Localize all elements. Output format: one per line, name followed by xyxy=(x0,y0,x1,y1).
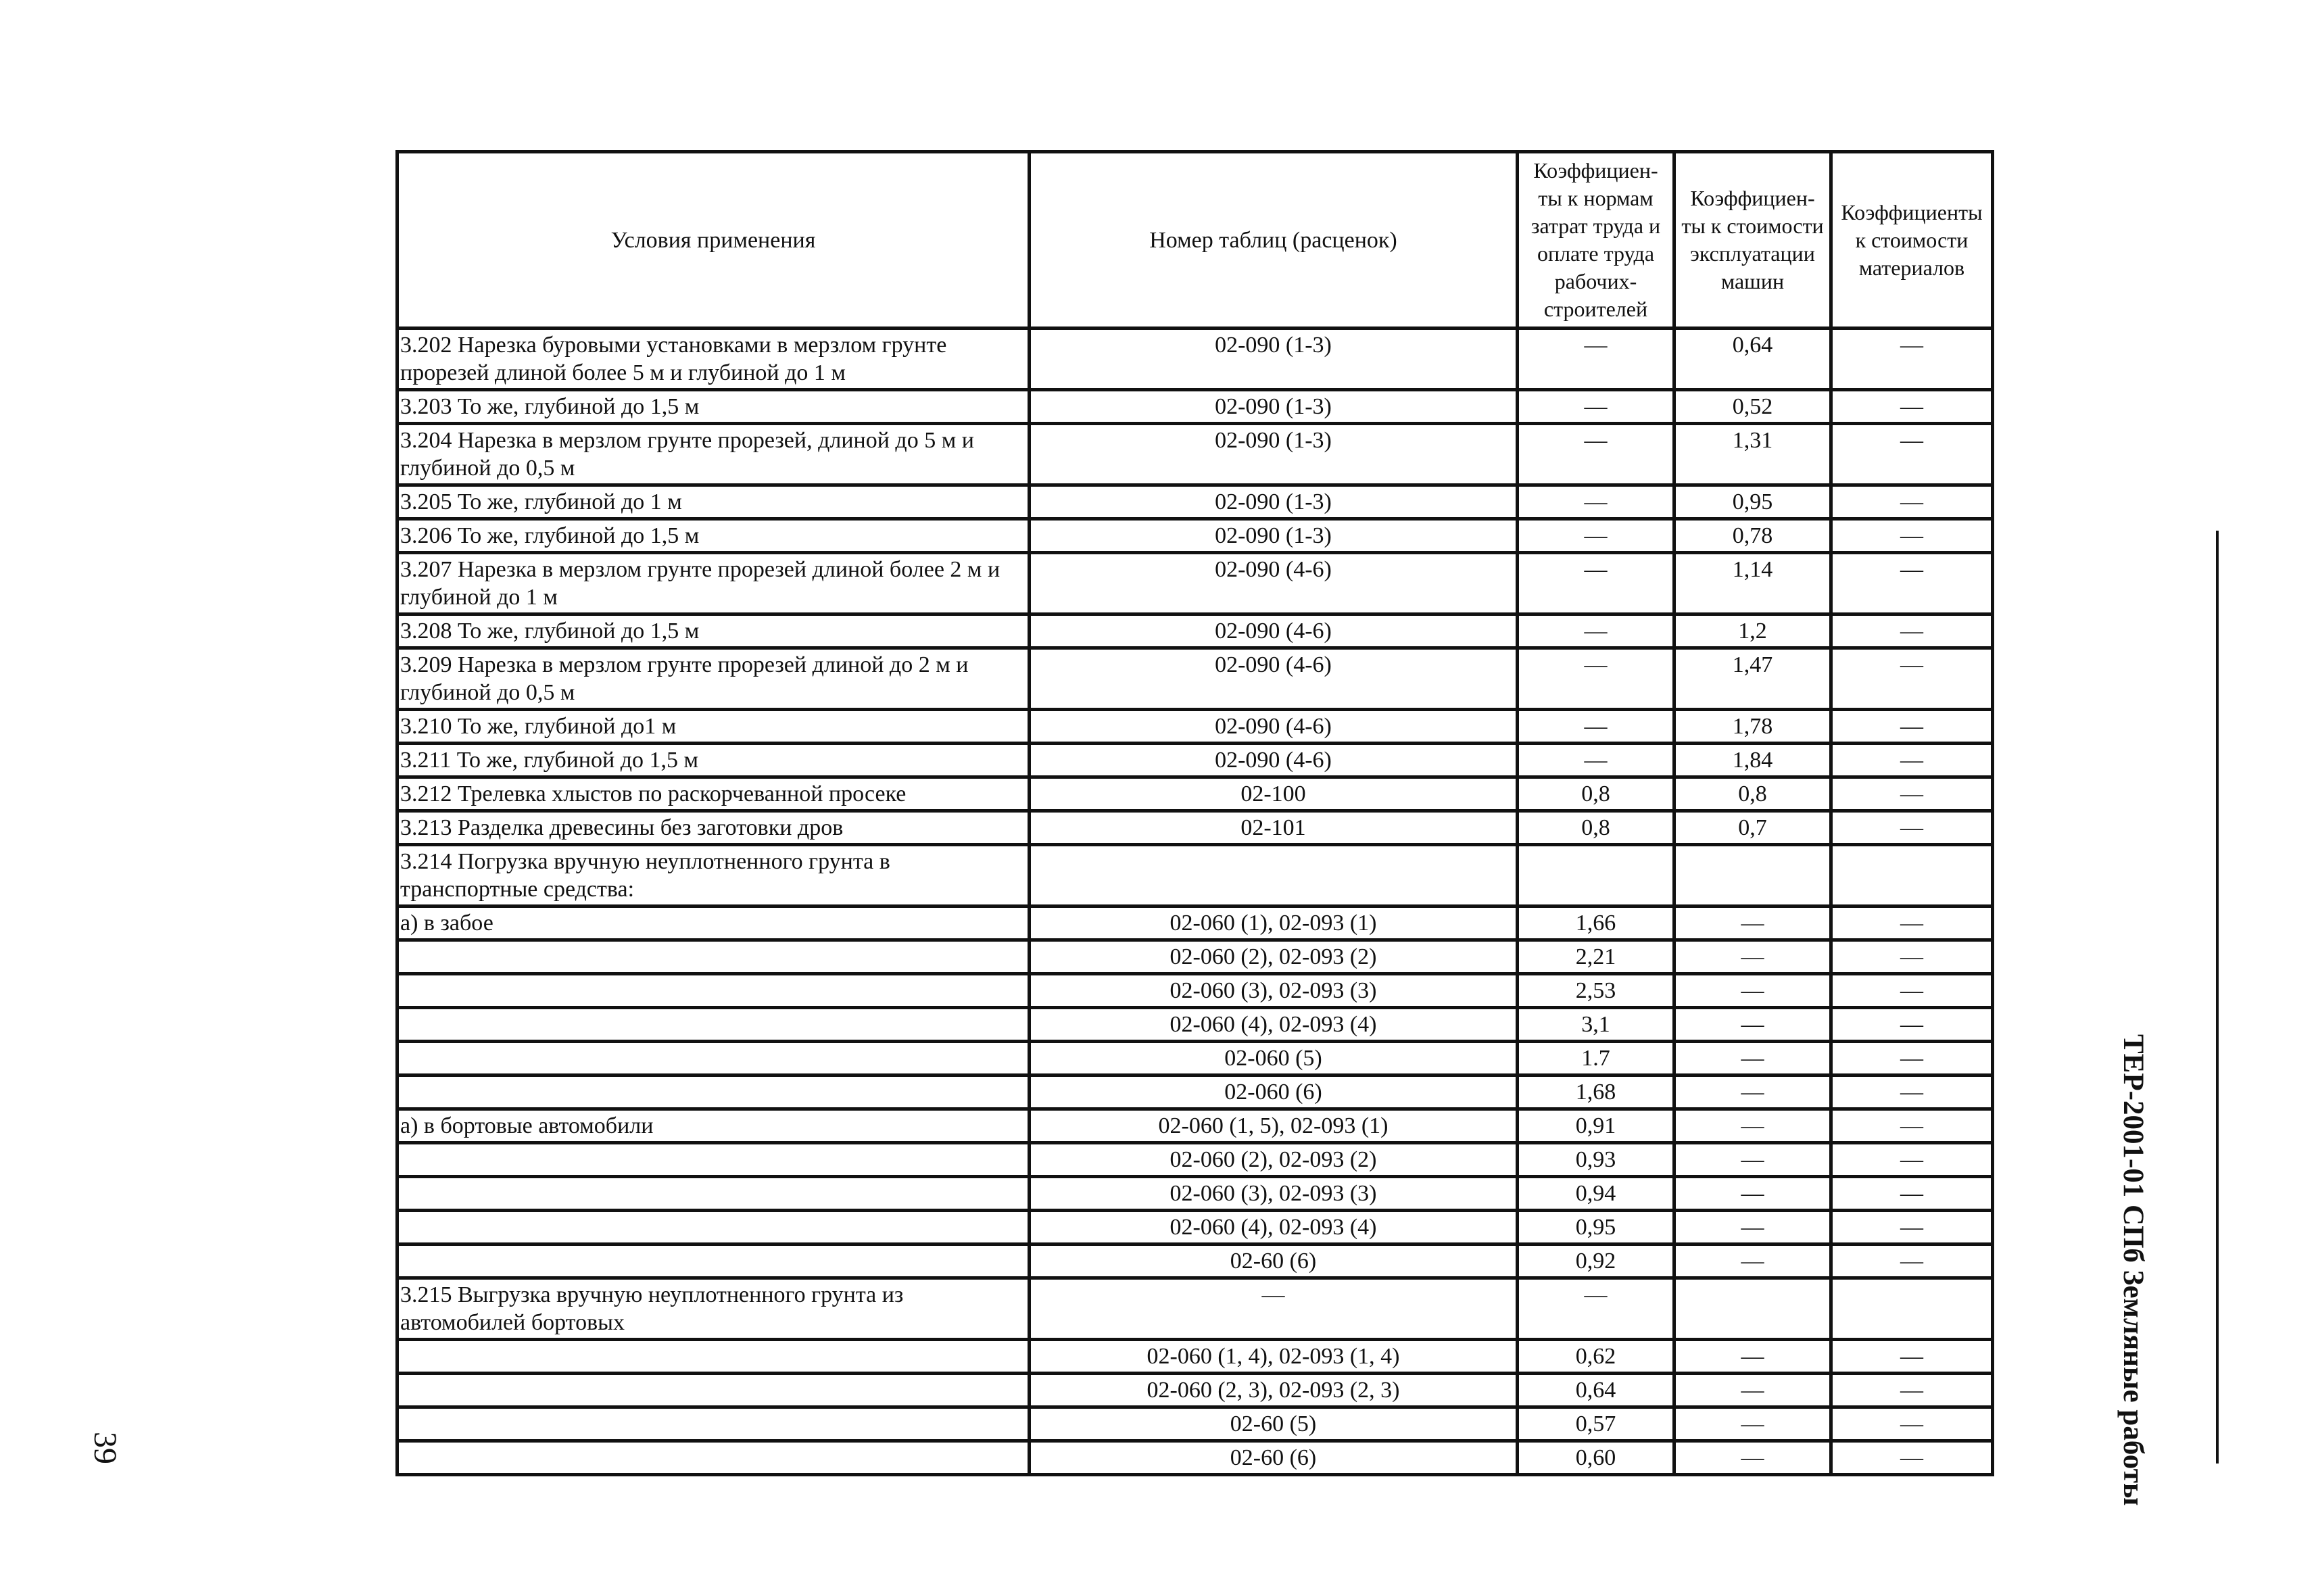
cell-coef-labor: 0,62 xyxy=(1518,1340,1674,1374)
cell-coef-materials: — xyxy=(1831,1244,1993,1278)
cell-table-number: 02-090 (1-3) xyxy=(1030,329,1518,390)
table-row xyxy=(397,329,1993,390)
cell-coef-labor: 0,93 xyxy=(1518,1143,1674,1177)
cell-coef-labor: — xyxy=(1518,329,1674,390)
cell-coef-labor: 1.7 xyxy=(1518,1042,1674,1075)
cell-coef-machines: — xyxy=(1674,1075,1831,1109)
cell-coef-machines: — xyxy=(1674,1211,1831,1244)
cell-coef-materials xyxy=(1831,845,1993,906)
cell-conditions xyxy=(397,1075,1030,1109)
cell-table-number: 02-100 xyxy=(1030,777,1518,811)
cell-coef-machines: 0,7 xyxy=(1674,811,1831,845)
table-row xyxy=(397,1008,1993,1042)
cell-coef-machines: 1,47 xyxy=(1674,648,1831,710)
cell-conditions xyxy=(397,1008,1030,1042)
cell-conditions: 3.212 Трелевка хлыстов по раскорчеванной просеке xyxy=(397,777,1030,811)
coefficients-table xyxy=(395,150,1994,1476)
cell-conditions xyxy=(397,974,1030,1008)
cell-coef-materials: — xyxy=(1831,648,1993,710)
header-tables: Номер таблиц (расценок) xyxy=(1030,152,1518,329)
cell-table-number: 02-060 (5) xyxy=(1030,1042,1518,1075)
cell-coef-materials: — xyxy=(1831,519,1993,553)
table-row xyxy=(397,614,1993,648)
cell-coef-materials: — xyxy=(1831,614,1993,648)
cell-table-number: 02-060 (3), 02-093 (3) xyxy=(1030,974,1518,1008)
cell-coef-materials: — xyxy=(1831,390,1993,424)
cell-coef-labor: 3,1 xyxy=(1518,1008,1674,1042)
cell-table-number: 02-60 (5) xyxy=(1030,1407,1518,1441)
cell-coef-labor xyxy=(1518,845,1674,906)
cell-conditions xyxy=(397,1340,1030,1374)
cell-coef-labor: 1,68 xyxy=(1518,1075,1674,1109)
cell-coef-labor: 1,66 xyxy=(1518,906,1674,940)
cell-conditions xyxy=(397,1244,1030,1278)
table-row xyxy=(397,940,1993,974)
table-row xyxy=(397,553,1993,614)
cell-table-number: 02-60 (6) xyxy=(1030,1244,1518,1278)
cell-conditions xyxy=(397,1143,1030,1177)
cell-table-number: 02-060 (1, 5), 02-093 (1) xyxy=(1030,1109,1518,1143)
cell-conditions: 3.214 Погрузка вручную неуплотненного грунта в транспортные средства: xyxy=(397,845,1030,906)
cell-coef-materials: — xyxy=(1831,1008,1993,1042)
cell-coef-materials: — xyxy=(1831,777,1993,811)
cell-conditions: 3.209 Нарезка в мерзлом грунте прорезей длиной до 2 м и глубиной до 0,5 м xyxy=(397,648,1030,710)
cell-table-number: 02-090 (4-6) xyxy=(1030,648,1518,710)
side-rule xyxy=(2216,531,2219,1464)
cell-coef-machines: — xyxy=(1674,1340,1831,1374)
cell-coef-materials: — xyxy=(1831,1407,1993,1441)
header-conditions: Условия применения xyxy=(397,152,1030,329)
table-row xyxy=(397,519,1993,553)
table-row xyxy=(397,1042,1993,1075)
cell-table-number: 02-090 (4-6) xyxy=(1030,710,1518,744)
cell-table-number: 02-060 (1), 02-093 (1) xyxy=(1030,906,1518,940)
cell-coef-labor: — xyxy=(1518,424,1674,485)
cell-coef-labor: 0,95 xyxy=(1518,1211,1674,1244)
cell-coef-labor: 0,57 xyxy=(1518,1407,1674,1441)
cell-coef-materials: — xyxy=(1831,940,1993,974)
cell-conditions: а) в забое xyxy=(397,906,1030,940)
cell-coef-labor: 0,91 xyxy=(1518,1109,1674,1143)
page-number: 39 xyxy=(87,1432,123,1464)
table-row xyxy=(397,390,1993,424)
table-row xyxy=(397,485,1993,519)
cell-coef-materials: — xyxy=(1831,1143,1993,1177)
table-row xyxy=(397,1177,1993,1211)
cell-coef-machines: — xyxy=(1674,1244,1831,1278)
cell-table-number: 02-060 (2, 3), 02-093 (2, 3) xyxy=(1030,1374,1518,1407)
table-row xyxy=(397,1109,1993,1143)
cell-table-number: 02-090 (4-6) xyxy=(1030,614,1518,648)
cell-coef-materials: — xyxy=(1831,811,1993,845)
cell-coef-labor: 0,60 xyxy=(1518,1441,1674,1475)
cell-coef-machines xyxy=(1674,1278,1831,1340)
cell-coef-materials: — xyxy=(1831,329,1993,390)
cell-coef-machines: 1,78 xyxy=(1674,710,1831,744)
cell-coef-machines: 1,14 xyxy=(1674,553,1831,614)
cell-coef-labor: — xyxy=(1518,648,1674,710)
cell-coef-machines: 0,8 xyxy=(1674,777,1831,811)
cell-table-number: 02-060 (6) xyxy=(1030,1075,1518,1109)
table-row xyxy=(397,845,1993,906)
cell-conditions xyxy=(397,1407,1030,1441)
cell-table-number: 02-101 xyxy=(1030,811,1518,845)
table-row xyxy=(397,648,1993,710)
cell-coef-machines: — xyxy=(1674,974,1831,1008)
cell-conditions: 3.208 То же, глубиной до 1,5 м xyxy=(397,614,1030,648)
header-coef-machines: Коэффициен-ты к стоимости эксплуатации машин xyxy=(1674,152,1831,329)
cell-coef-materials: — xyxy=(1831,1374,1993,1407)
table-row xyxy=(397,744,1993,777)
cell-coef-labor: 2,53 xyxy=(1518,974,1674,1008)
cell-coef-materials: — xyxy=(1831,1211,1993,1244)
cell-coef-machines: — xyxy=(1674,906,1831,940)
cell-coef-machines: 1,84 xyxy=(1674,744,1831,777)
cell-table-number: 02-090 (1-3) xyxy=(1030,485,1518,519)
table-row xyxy=(397,1340,1993,1374)
table-row xyxy=(397,1441,1993,1475)
cell-coef-materials: — xyxy=(1831,553,1993,614)
cell-table-number: 02-090 (1-3) xyxy=(1030,390,1518,424)
cell-table-number: 02-060 (1, 4), 02-093 (1, 4) xyxy=(1030,1340,1518,1374)
cell-conditions: 3.211 То же, глубиной до 1,5 м xyxy=(397,744,1030,777)
cell-coef-materials: — xyxy=(1831,1441,1993,1475)
cell-conditions xyxy=(397,1211,1030,1244)
cell-conditions: 3.204 Нарезка в мерзлом грунте прорезей, длиной до 5 м и глубиной до 0,5 м xyxy=(397,424,1030,485)
cell-coef-materials: — xyxy=(1831,1109,1993,1143)
cell-coef-materials: — xyxy=(1831,485,1993,519)
cell-conditions: 3.202 Нарезка буровыми установками в мерзлом грунте прорезей длиной более 5 м и глубиной до 1 м xyxy=(397,329,1030,390)
cell-coef-labor: 0,8 xyxy=(1518,811,1674,845)
cell-coef-materials xyxy=(1831,1278,1993,1340)
cell-coef-materials: — xyxy=(1831,1075,1993,1109)
cell-table-number: 02-060 (4), 02-093 (4) xyxy=(1030,1211,1518,1244)
cell-coef-machines: — xyxy=(1674,1008,1831,1042)
table-row xyxy=(397,777,1993,811)
cell-conditions: 3.205 То же, глубиной до 1 м xyxy=(397,485,1030,519)
cell-coef-labor: 0,64 xyxy=(1518,1374,1674,1407)
cell-table-number: — xyxy=(1030,1278,1518,1340)
table-header-row xyxy=(397,152,1993,329)
cell-coef-machines: — xyxy=(1674,940,1831,974)
cell-coef-machines: — xyxy=(1674,1177,1831,1211)
cell-conditions: 3.203 То же, глубиной до 1,5 м xyxy=(397,390,1030,424)
header-coef-materials: Коэффициенты к стоимости материалов xyxy=(1831,152,1993,329)
cell-conditions: а) в бортовые автомобили xyxy=(397,1109,1030,1143)
cell-coef-materials: — xyxy=(1831,744,1993,777)
cell-coef-machines: — xyxy=(1674,1441,1831,1475)
cell-coef-materials: — xyxy=(1831,1340,1993,1374)
cell-coef-machines: — xyxy=(1674,1109,1831,1143)
cell-conditions: 3.213 Разделка древесины без заготовки дров xyxy=(397,811,1030,845)
cell-table-number: 02-060 (2), 02-093 (2) xyxy=(1030,940,1518,974)
cell-coef-materials: — xyxy=(1831,906,1993,940)
header-coef-labor: Коэффициен-ты к нормам затрат труда и оплате труда рабочих-строителей xyxy=(1518,152,1674,329)
cell-coef-machines: — xyxy=(1674,1374,1831,1407)
cell-coef-machines: — xyxy=(1674,1143,1831,1177)
cell-conditions: 3.207 Нарезка в мерзлом грунте прорезей длиной более 2 м и глубиной до 1 м xyxy=(397,553,1030,614)
table-row xyxy=(397,906,1993,940)
cell-coef-materials: — xyxy=(1831,974,1993,1008)
table-row xyxy=(397,1244,1993,1278)
cell-coef-materials: — xyxy=(1831,710,1993,744)
cell-coef-machines: 0,95 xyxy=(1674,485,1831,519)
cell-coef-machines: 0,78 xyxy=(1674,519,1831,553)
cell-coef-labor: 0,94 xyxy=(1518,1177,1674,1211)
table-row xyxy=(397,1278,1993,1340)
cell-table-number: 02-60 (6) xyxy=(1030,1441,1518,1475)
cell-coef-labor: — xyxy=(1518,553,1674,614)
cell-coef-labor: — xyxy=(1518,390,1674,424)
cell-conditions xyxy=(397,1042,1030,1075)
cell-coef-machines xyxy=(1674,845,1831,906)
table-row xyxy=(397,811,1993,845)
cell-coef-machines: — xyxy=(1674,1407,1831,1441)
cell-table-number: 02-060 (2), 02-093 (2) xyxy=(1030,1143,1518,1177)
table-row xyxy=(397,1075,1993,1109)
cell-conditions: 3.210 То же, глубиной до1 м xyxy=(397,710,1030,744)
cell-coef-materials: — xyxy=(1831,1042,1993,1075)
cell-conditions xyxy=(397,1177,1030,1211)
cell-table-number: 02-060 (3), 02-093 (3) xyxy=(1030,1177,1518,1211)
cell-coef-machines: 1,31 xyxy=(1674,424,1831,485)
cell-conditions: 3.206 То же, глубиной до 1,5 м xyxy=(397,519,1030,553)
table-row xyxy=(397,1211,1993,1244)
table-row xyxy=(397,424,1993,485)
table-row xyxy=(397,710,1993,744)
cell-coef-labor: — xyxy=(1518,1278,1674,1340)
cell-coef-labor: — xyxy=(1518,744,1674,777)
cell-table-number: 02-090 (4-6) xyxy=(1030,553,1518,614)
cell-table-number: 02-090 (1-3) xyxy=(1030,519,1518,553)
cell-coef-labor: — xyxy=(1518,710,1674,744)
table-row xyxy=(397,1374,1993,1407)
cell-coef-materials: — xyxy=(1831,424,1993,485)
cell-coef-labor: 0,8 xyxy=(1518,777,1674,811)
cell-coef-labor: 0,92 xyxy=(1518,1244,1674,1278)
cell-table-number xyxy=(1030,845,1518,906)
cell-conditions xyxy=(397,1374,1030,1407)
cell-coef-labor: 2,21 xyxy=(1518,940,1674,974)
cell-coef-materials: — xyxy=(1831,1177,1993,1211)
cell-conditions: 3.215 Выгрузка вручную неуплотненного грунта из автомобилей бортовых xyxy=(397,1278,1030,1340)
document-side-title: ТЕР-2001-01 СПб Земляные работы xyxy=(2117,1034,2149,1506)
cell-coef-machines: 1,2 xyxy=(1674,614,1831,648)
table-row xyxy=(397,1407,1993,1441)
cell-coef-labor: — xyxy=(1518,519,1674,553)
cell-coef-machines: 0,52 xyxy=(1674,390,1831,424)
cell-conditions xyxy=(397,1441,1030,1475)
table-row xyxy=(397,974,1993,1008)
cell-conditions xyxy=(397,940,1030,974)
table-row xyxy=(397,1143,1993,1177)
cell-table-number: 02-090 (4-6) xyxy=(1030,744,1518,777)
table-body xyxy=(397,329,1993,1475)
cell-coef-machines: — xyxy=(1674,1042,1831,1075)
cell-coef-labor: — xyxy=(1518,614,1674,648)
cell-table-number: 02-090 (1-3) xyxy=(1030,424,1518,485)
cell-coef-labor: — xyxy=(1518,485,1674,519)
cell-coef-machines: 0,64 xyxy=(1674,329,1831,390)
cell-table-number: 02-060 (4), 02-093 (4) xyxy=(1030,1008,1518,1042)
